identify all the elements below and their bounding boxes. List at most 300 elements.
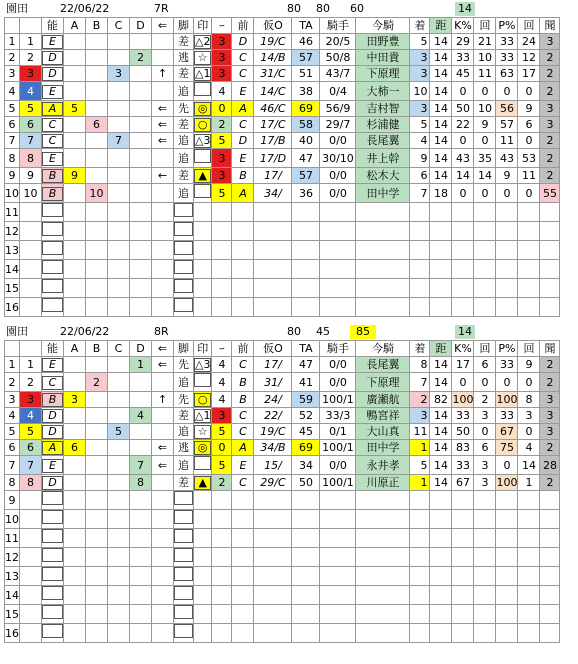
empty-cell: [410, 529, 430, 548]
empty-cell: [496, 529, 518, 548]
table-row[interactable]: [5, 491, 560, 510]
prediction-mark[interactable]: ◎: [194, 440, 212, 456]
column-header: C: [108, 341, 130, 357]
previous-rank: E: [232, 456, 254, 475]
prediction-mark[interactable]: [194, 456, 212, 475]
rank-d: [130, 149, 152, 168]
finish-pos: 10: [410, 82, 430, 101]
empty-cell: [232, 548, 254, 567]
rank-a: [64, 66, 86, 82]
empty-cell: [410, 491, 430, 510]
interval-value: 2: [540, 475, 560, 491]
race-8r: [4, 325, 574, 643]
count-1: 0: [474, 133, 496, 149]
empty-cell: [212, 491, 232, 510]
ability-rank: E: [42, 149, 64, 168]
table-row[interactable]: [5, 624, 560, 643]
empty-cell: [232, 491, 254, 510]
rank-b: [86, 168, 108, 184]
empty-cell: [410, 222, 430, 241]
column-header: TA: [292, 18, 320, 34]
gate-number: 5: [20, 424, 42, 440]
jockey-name: 永井孝: [356, 456, 410, 475]
frame-value: 0: [212, 101, 232, 117]
rank-d: [130, 392, 152, 408]
prediction-mark[interactable]: [194, 373, 212, 392]
table-row[interactable]: [5, 424, 560, 440]
arrow-mark: [152, 149, 174, 168]
k-percent: 33: [452, 50, 474, 66]
row-index: 1: [5, 357, 20, 373]
empty-cell: [410, 510, 430, 529]
rank-a: [64, 149, 86, 168]
previous-rank: B: [232, 392, 254, 408]
empty-cell: [212, 279, 232, 298]
kari-value: 15/: [254, 456, 292, 475]
table-row[interactable]: [5, 117, 560, 133]
table-row[interactable]: [5, 82, 560, 101]
distance-value: 18: [430, 184, 452, 203]
empty-cell: [356, 298, 410, 317]
column-header: K%: [452, 18, 474, 34]
finish-pos: 11: [410, 424, 430, 440]
table-row[interactable]: [5, 149, 560, 168]
empty-cell: [518, 491, 540, 510]
header-num-1: 80: [287, 2, 301, 15]
k-percent: 0: [452, 373, 474, 392]
empty-cell: [430, 567, 452, 586]
finish-pos: 3: [410, 101, 430, 117]
empty-cell: [474, 222, 496, 241]
row-index: 13: [5, 567, 20, 586]
k-percent: 50: [452, 101, 474, 117]
column-header: C: [108, 18, 130, 34]
k-percent: 22: [452, 117, 474, 133]
empty-cell: [430, 624, 452, 643]
rank-c: [108, 392, 130, 408]
empty-cell: [86, 241, 108, 260]
distance-value: 82: [430, 392, 452, 408]
empty-cell: [42, 222, 64, 241]
empty-cell: [130, 624, 152, 643]
count-1: 21: [474, 34, 496, 50]
column-header: 回: [518, 18, 540, 34]
empty-cell: [86, 298, 108, 317]
count-2: 4: [518, 440, 540, 456]
table-row[interactable]: [5, 241, 560, 260]
empty-cell: [356, 529, 410, 548]
header-num-3: 60: [350, 2, 364, 15]
empty-cell: [20, 491, 42, 510]
empty-cell: [518, 241, 540, 260]
interval-value: 2: [540, 66, 560, 82]
row-index: 6: [5, 440, 20, 456]
finish-pos: 8: [410, 357, 430, 373]
running-style: 追: [174, 456, 194, 475]
jockey-name: 吉村智: [356, 101, 410, 117]
header-num-3: 85: [350, 325, 376, 339]
jockey-name: 川原正: [356, 475, 410, 491]
count-1: 10: [474, 101, 496, 117]
count-2: 12: [518, 50, 540, 66]
empty-cell: [518, 510, 540, 529]
p-percent: 100: [496, 393, 518, 406]
row-index: 16: [5, 624, 20, 643]
empty-cell: [410, 567, 430, 586]
table-row[interactable]: [5, 50, 560, 66]
header-blank: [20, 18, 42, 34]
empty-cell: [292, 510, 320, 529]
count-1: 3: [474, 408, 496, 424]
row-index: 14: [5, 586, 20, 605]
row-index: 14: [5, 260, 20, 279]
empty-cell: [152, 586, 174, 605]
empty-cell: [254, 624, 292, 643]
ta-value: 40: [292, 133, 320, 149]
prediction-mark[interactable]: ▲: [194, 475, 212, 491]
k-percent: 33: [452, 456, 474, 475]
kari-value: 34/: [254, 184, 292, 203]
table-row[interactable]: [5, 529, 560, 548]
empty-cell: [194, 567, 212, 586]
empty-cell: [292, 203, 320, 222]
previous-rank: C: [232, 50, 254, 66]
rank-a: [64, 34, 86, 50]
table-row[interactable]: [5, 475, 560, 491]
empty-cell: [254, 222, 292, 241]
table-row[interactable]: [5, 298, 560, 317]
table-row[interactable]: [5, 133, 560, 149]
prediction-mark[interactable]: [194, 82, 212, 101]
empty-cell: [320, 241, 356, 260]
p-percent: 0: [496, 373, 518, 392]
rank-d: [130, 168, 152, 184]
gate-number: 2: [20, 373, 42, 392]
empty-cell: [108, 491, 130, 510]
empty-cell: [292, 222, 320, 241]
ability-rank: B: [42, 184, 64, 203]
empty-cell: [540, 203, 560, 222]
empty-cell: [518, 203, 540, 222]
empty-cell: [108, 222, 130, 241]
empty-cell: [232, 279, 254, 298]
empty-cell: [518, 529, 540, 548]
empty-cell: [20, 260, 42, 279]
running-style: 追: [174, 149, 194, 168]
rank-c: 5: [108, 424, 130, 440]
ta-value: 69: [292, 101, 320, 117]
prediction-mark[interactable]: △3: [195, 134, 211, 147]
empty-cell: [430, 298, 452, 317]
p-percent: 11: [496, 133, 518, 149]
empty-cell: [496, 203, 518, 222]
k-percent: 17: [452, 357, 474, 373]
rank-d: 8: [130, 475, 152, 491]
empty-cell: [452, 491, 474, 510]
empty-cell: [474, 298, 496, 317]
rank-b: 6: [86, 117, 108, 133]
empty-cell: [496, 491, 518, 510]
row-index: 5: [5, 424, 20, 440]
table-row[interactable]: [5, 279, 560, 298]
prediction-mark[interactable]: △1: [195, 409, 211, 422]
ability-rank: B: [42, 392, 64, 408]
empty-cell: [430, 605, 452, 624]
prediction-mark[interactable]: ☆: [194, 424, 212, 440]
running-style: 逃: [174, 440, 194, 456]
empty-cell: [254, 203, 292, 222]
ability-rank: E: [42, 456, 64, 475]
empty-cell: [540, 624, 560, 643]
frame-value: 5: [212, 133, 232, 149]
interval-value: 3: [540, 392, 560, 408]
kari-value: 46/C: [254, 101, 292, 117]
k-percent: 0: [452, 82, 474, 101]
empty-cell: [174, 529, 194, 548]
finish-pos: 2: [410, 392, 430, 408]
prediction-mark[interactable]: ▲: [194, 168, 212, 184]
count-1: 0: [474, 424, 496, 440]
finish-pos: 4: [410, 133, 430, 149]
rank-b: [86, 475, 108, 491]
empty-cell: [254, 548, 292, 567]
prediction-mark[interactable]: ○: [194, 117, 212, 133]
interval-value: 28: [540, 456, 560, 475]
column-header: 距: [430, 18, 452, 34]
empty-cell: [64, 203, 86, 222]
row-index: 11: [5, 203, 20, 222]
rank-a: [64, 424, 86, 440]
empty-cell: [356, 510, 410, 529]
empty-cell: [518, 586, 540, 605]
empty-cell: [130, 491, 152, 510]
empty-cell: [86, 548, 108, 567]
empty-cell: [42, 586, 64, 605]
empty-cell: [540, 567, 560, 586]
table-row[interactable]: [5, 168, 560, 184]
ability-rank: C: [42, 373, 64, 392]
rank-d: [130, 184, 152, 203]
p-percent: 33: [496, 34, 518, 50]
empty-cell: [496, 624, 518, 643]
running-style: 先: [174, 357, 194, 373]
row-index: 4: [5, 82, 20, 101]
kari-value: 34/B: [254, 440, 292, 456]
empty-cell: [232, 260, 254, 279]
ta-value: 59: [292, 392, 320, 408]
jockey-record: 0/0: [320, 456, 356, 475]
prediction-mark[interactable]: △1: [195, 67, 211, 80]
table-row[interactable]: [5, 548, 560, 567]
empty-cell: [430, 203, 452, 222]
column-header: ｰ: [212, 341, 232, 357]
column-header: 今騎: [356, 18, 410, 34]
ability-rank: D: [42, 475, 64, 491]
frame-value: 3: [212, 168, 232, 184]
count-2: 17: [518, 66, 540, 82]
empty-cell: [254, 491, 292, 510]
table-row[interactable]: [5, 456, 560, 475]
table-row[interactable]: [5, 392, 560, 408]
table-row[interactable]: [5, 510, 560, 529]
p-percent: 63: [496, 66, 518, 82]
row-index: 4: [5, 408, 20, 424]
empty-cell: [474, 605, 496, 624]
empty-cell: [174, 605, 194, 624]
previous-rank: C: [232, 357, 254, 373]
table-row[interactable]: [5, 586, 560, 605]
table-row[interactable]: [5, 34, 560, 50]
empty-cell: [152, 279, 174, 298]
table-row[interactable]: [5, 260, 560, 279]
empty-cell: [254, 241, 292, 260]
empty-cell: [64, 624, 86, 643]
prediction-mark[interactable]: △3: [195, 358, 211, 371]
empty-cell: [86, 510, 108, 529]
previous-rank: A: [232, 440, 254, 456]
table-row[interactable]: [5, 440, 560, 456]
empty-cell: [108, 241, 130, 260]
gate-number: 9: [20, 168, 42, 184]
prediction-mark[interactable]: [194, 184, 212, 203]
frame-value: 4: [212, 373, 232, 392]
jockey-name: 大柿一: [356, 82, 410, 101]
finish-pos: 3: [410, 50, 430, 66]
empty-cell: [212, 548, 232, 567]
row-index: 10: [5, 510, 20, 529]
table-row[interactable]: [5, 357, 560, 373]
row-index: 8: [5, 149, 20, 168]
table-row[interactable]: [5, 101, 560, 117]
prediction-mark[interactable]: ☆: [194, 50, 212, 66]
empty-cell: [474, 529, 496, 548]
rank-d: 1: [130, 357, 152, 373]
table-row[interactable]: [5, 222, 560, 241]
table-row[interactable]: [5, 184, 560, 203]
finish-pos: 1: [410, 475, 430, 491]
gate-number: 4: [20, 82, 42, 101]
empty-cell: [452, 510, 474, 529]
empty-cell: [212, 222, 232, 241]
table-row[interactable]: [5, 373, 560, 392]
gate-number: 5: [20, 101, 42, 117]
empty-cell: [410, 203, 430, 222]
venue-label: 園田: [6, 2, 28, 15]
ability-rank: D: [42, 424, 64, 440]
column-header: B: [86, 341, 108, 357]
prediction-mark[interactable]: [194, 149, 212, 168]
empty-cell: [130, 605, 152, 624]
empty-cell: [232, 298, 254, 317]
empty-cell: [232, 624, 254, 643]
empty-cell: [452, 567, 474, 586]
table-row[interactable]: [5, 66, 560, 82]
table-row[interactable]: [5, 408, 560, 424]
jockey-record: 29/7: [320, 117, 356, 133]
row-index: 5: [5, 101, 20, 117]
rank-a: [64, 456, 86, 475]
gate-number: 3: [20, 66, 42, 82]
column-header: 聞: [540, 18, 560, 34]
rank-b: [86, 66, 108, 82]
prediction-mark[interactable]: ◎: [194, 101, 212, 117]
empty-cell: [430, 222, 452, 241]
ta-value: 50: [292, 475, 320, 491]
empty-cell: [108, 279, 130, 298]
rank-d: [130, 440, 152, 456]
empty-cell: [194, 260, 212, 279]
count-1: 14: [474, 168, 496, 184]
empty-cell: [518, 222, 540, 241]
empty-cell: [540, 279, 560, 298]
empty-cell: [108, 624, 130, 643]
distance-value: 14: [430, 34, 452, 50]
count-2: 24: [518, 34, 540, 50]
empty-cell: [42, 624, 64, 643]
ta-value: 38: [292, 82, 320, 101]
empty-cell: [20, 586, 42, 605]
k-percent: 45: [452, 66, 474, 82]
venue-label: 園田: [6, 325, 28, 338]
jockey-record: 0/4: [320, 82, 356, 101]
empty-cell: [108, 203, 130, 222]
interval-value: 3: [540, 34, 560, 50]
empty-cell: [108, 586, 130, 605]
kari-value: 19/C: [254, 424, 292, 440]
empty-cell: [292, 586, 320, 605]
running-style: 追: [174, 424, 194, 440]
row-index: 12: [5, 548, 20, 567]
count-1: 6: [474, 357, 496, 373]
gate-number: 7: [20, 456, 42, 475]
ta-value: 41: [292, 373, 320, 392]
empty-cell: [474, 586, 496, 605]
previous-rank: C: [232, 66, 254, 82]
empty-cell: [152, 491, 174, 510]
empty-cell: [452, 624, 474, 643]
rank-c: [108, 117, 130, 133]
jockey-record: 0/0: [320, 133, 356, 149]
table-row[interactable]: [5, 567, 560, 586]
race-number: 7R: [154, 2, 169, 15]
empty-cell: [108, 567, 130, 586]
empty-cell: [86, 203, 108, 222]
empty-cell: [174, 548, 194, 567]
sheet: [4, 2, 574, 643]
rank-a: [64, 184, 86, 203]
table-row[interactable]: [5, 605, 560, 624]
prediction-mark[interactable]: △2: [195, 35, 211, 48]
frame-value: 5: [212, 424, 232, 440]
empty-cell: [452, 241, 474, 260]
empty-cell: [356, 548, 410, 567]
empty-cell: [20, 605, 42, 624]
table-row[interactable]: [5, 203, 560, 222]
rank-c: [108, 149, 130, 168]
jockey-name: 中田貴: [356, 50, 410, 66]
ability-rank: B: [42, 168, 64, 184]
race-table: [4, 17, 560, 317]
prediction-mark[interactable]: ○: [194, 392, 212, 408]
finish-pos: 6: [410, 168, 430, 184]
gate-number: 8: [20, 149, 42, 168]
previous-rank: D: [232, 133, 254, 149]
header-num-2: 45: [316, 325, 330, 338]
rank-a: [64, 50, 86, 66]
rank-a: [64, 82, 86, 101]
empty-cell: [496, 586, 518, 605]
distance-value: 14: [430, 424, 452, 440]
